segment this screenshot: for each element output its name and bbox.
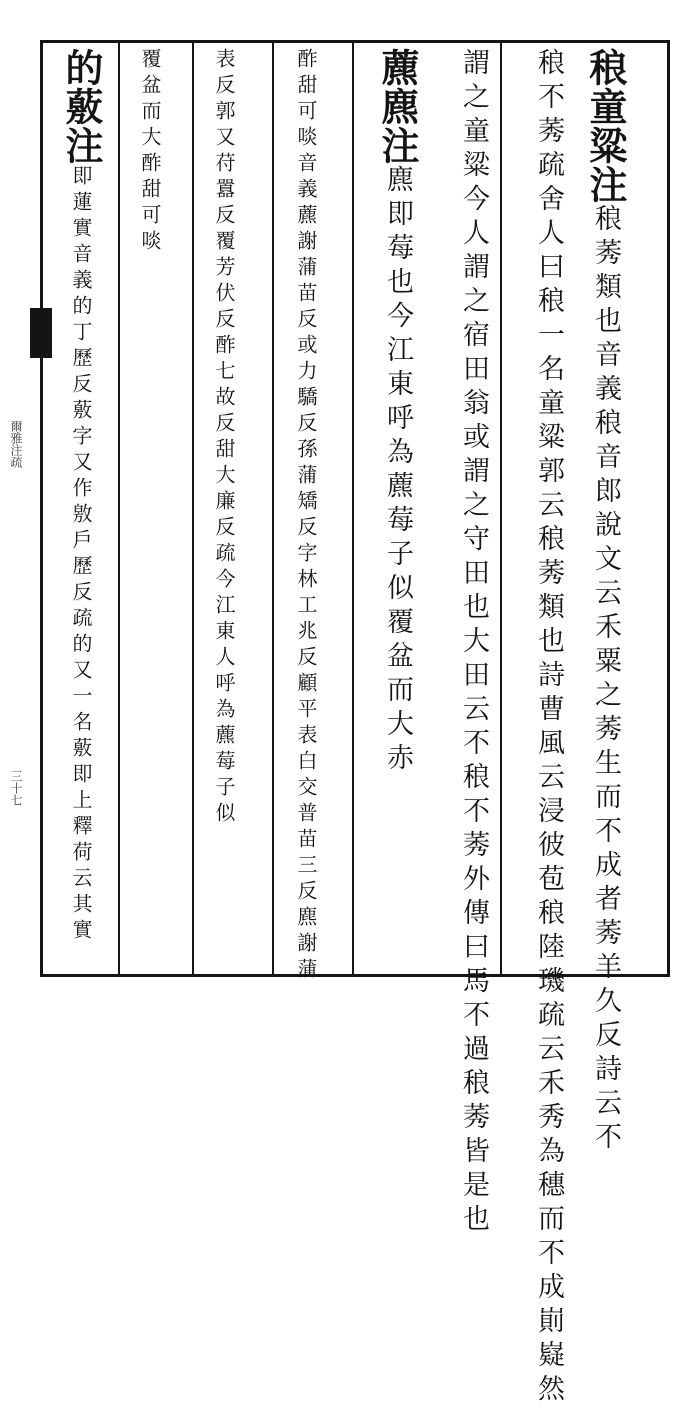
text-column-7 (140, 48, 160, 256)
column-text: 表反郭又苻囂反覆芳伏反酢七故反甜大廉反疏今江東人呼為藨莓子似 (212, 48, 236, 828)
entry-headword: 稂童粱注 (583, 48, 628, 204)
column-text: 即蓮實音義的丁歷反薂字又作敫戶歷反疏的又一名薂即上釋荷云其實 (69, 165, 93, 945)
text-frame (40, 40, 670, 977)
column-text: 稂不莠疏舍人曰稂一名童粱郭云稂莠類也詩曹風云浸彼苞稂陸璣疏云禾秀為穗而不成崱嶷然 (533, 48, 564, 1408)
column-text: 酢甜可啖音義藨謝蒲苗反或力驕反孫蒲矯反字林工兆反顧平表白交普苗三反麃謝蒲 (294, 48, 318, 984)
margin-page-number: 三十七 (9, 770, 23, 806)
margin-title: 爾雅注疏 (9, 420, 23, 468)
text-column-1 (583, 48, 628, 1156)
text-column-6 (214, 48, 234, 828)
column-rule (192, 43, 194, 974)
column-rule (500, 43, 502, 974)
entry-headword: 的薂注 (59, 48, 104, 165)
text-column-5 (296, 48, 316, 984)
text-column-8 (59, 48, 104, 945)
column-text: 麃即莓也今江東呼為藨莓子似覆盆而大赤 (382, 165, 413, 777)
text-column-4 (375, 48, 420, 777)
column-rule (352, 43, 354, 974)
entry-headword: 藨麃注 (375, 48, 420, 165)
text-column-3 (460, 48, 487, 1238)
column-text: 謂之童粱今人謂之宿田翁或謂之守田也大田云不稂不莠外傳曰馬不過稂莠皆是也 (458, 48, 489, 1238)
column-rule (272, 43, 274, 974)
column-rule (118, 43, 120, 974)
column-text: 稂莠類也音義稂音郎說文云禾粟之莠生而不成者莠羊久反詩云不 (590, 204, 621, 1156)
column-text: 覆盆而大酢甜可啖 (138, 48, 162, 256)
text-column-2 (535, 48, 562, 1408)
